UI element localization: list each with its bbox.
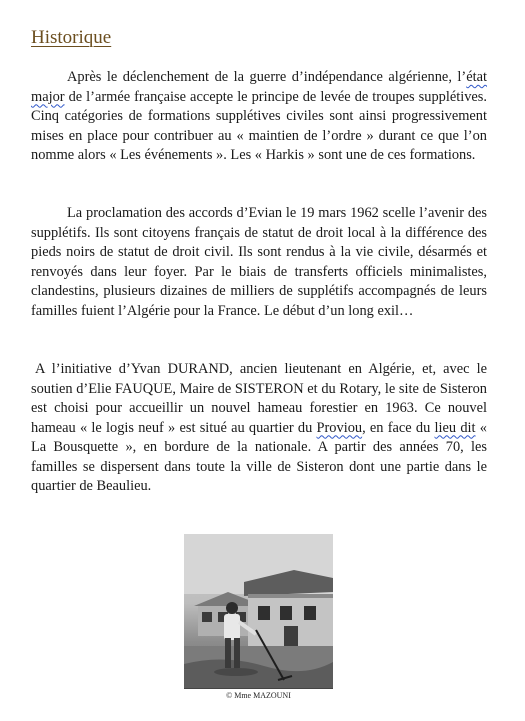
paragraph-2-text: La proclamation des accords d’Evian le 19 mars 1962 scelle l’avenir des supplétifs. Ils sont citoyens français de statut de droit local à la différence des pieds noirs de statut de droit civil. Ils sont rendus à la vie civile, désarmés et renvoyés dans leur foyer. Par le biais de transferts officiels minimalistes, clandestins, plusieurs dizaines de milliers de supplétifs accompagnés de leurs familles fuient l’Algérie pour la France. Le début d’un long exil… [31, 205, 487, 319]
paragraph-1-text-start: Après le déclenchement de la guerre d’indépendance algérienne, l’ [67, 69, 467, 85]
historical-photo [184, 534, 333, 689]
paragraph-3-text-middle: , en face du [362, 419, 435, 436]
paragraph-3-text-start: A l’initiative d’Yvan DURAND, ancien lieutenant en Algérie, et, avec le soutien d’Elie FAUQUE, Maire de SISTERON et du Rotary, le site de Sisteron est choisi pour accueillir un nouvel hameau forestier en 1963. Ce nouvel hameau « le logis neuf » est situé au quartier du [31, 361, 487, 436]
paragraph-1 [31, 68, 487, 166]
paragraph-1-text-end: de l’armée française accepte le principe de levée de troupes supplétives. Cinq catégories de formations supplétives civiles sont ainsi progressivement mises en place pour contribuer au « maintien de l’ordre » durant ce que l’on nomme alors « Les événements ». Les « Harkis » sont une de ces formations. [31, 88, 487, 163]
spellcheck-underlined-word: état major [31, 69, 487, 105]
paragraph-3 [31, 360, 487, 497]
section-heading: Historique [31, 27, 112, 48]
spellcheck-underlined-word: lieu dit [434, 419, 476, 436]
photo-illustration [184, 534, 333, 688]
spellcheck-underlined-word: Proviou [316, 419, 363, 436]
paragraph-3-text-end: « La Bousquette », en bordure de la nationale. A partir des années 70, les familles se dispersent dans toute la ville de Sisteron dont une partie dans le quartier de Beaulieu. [31, 419, 487, 494]
photo-caption: © Mme MAZOUNI [226, 691, 291, 700]
paragraph-2 [31, 204, 487, 321]
